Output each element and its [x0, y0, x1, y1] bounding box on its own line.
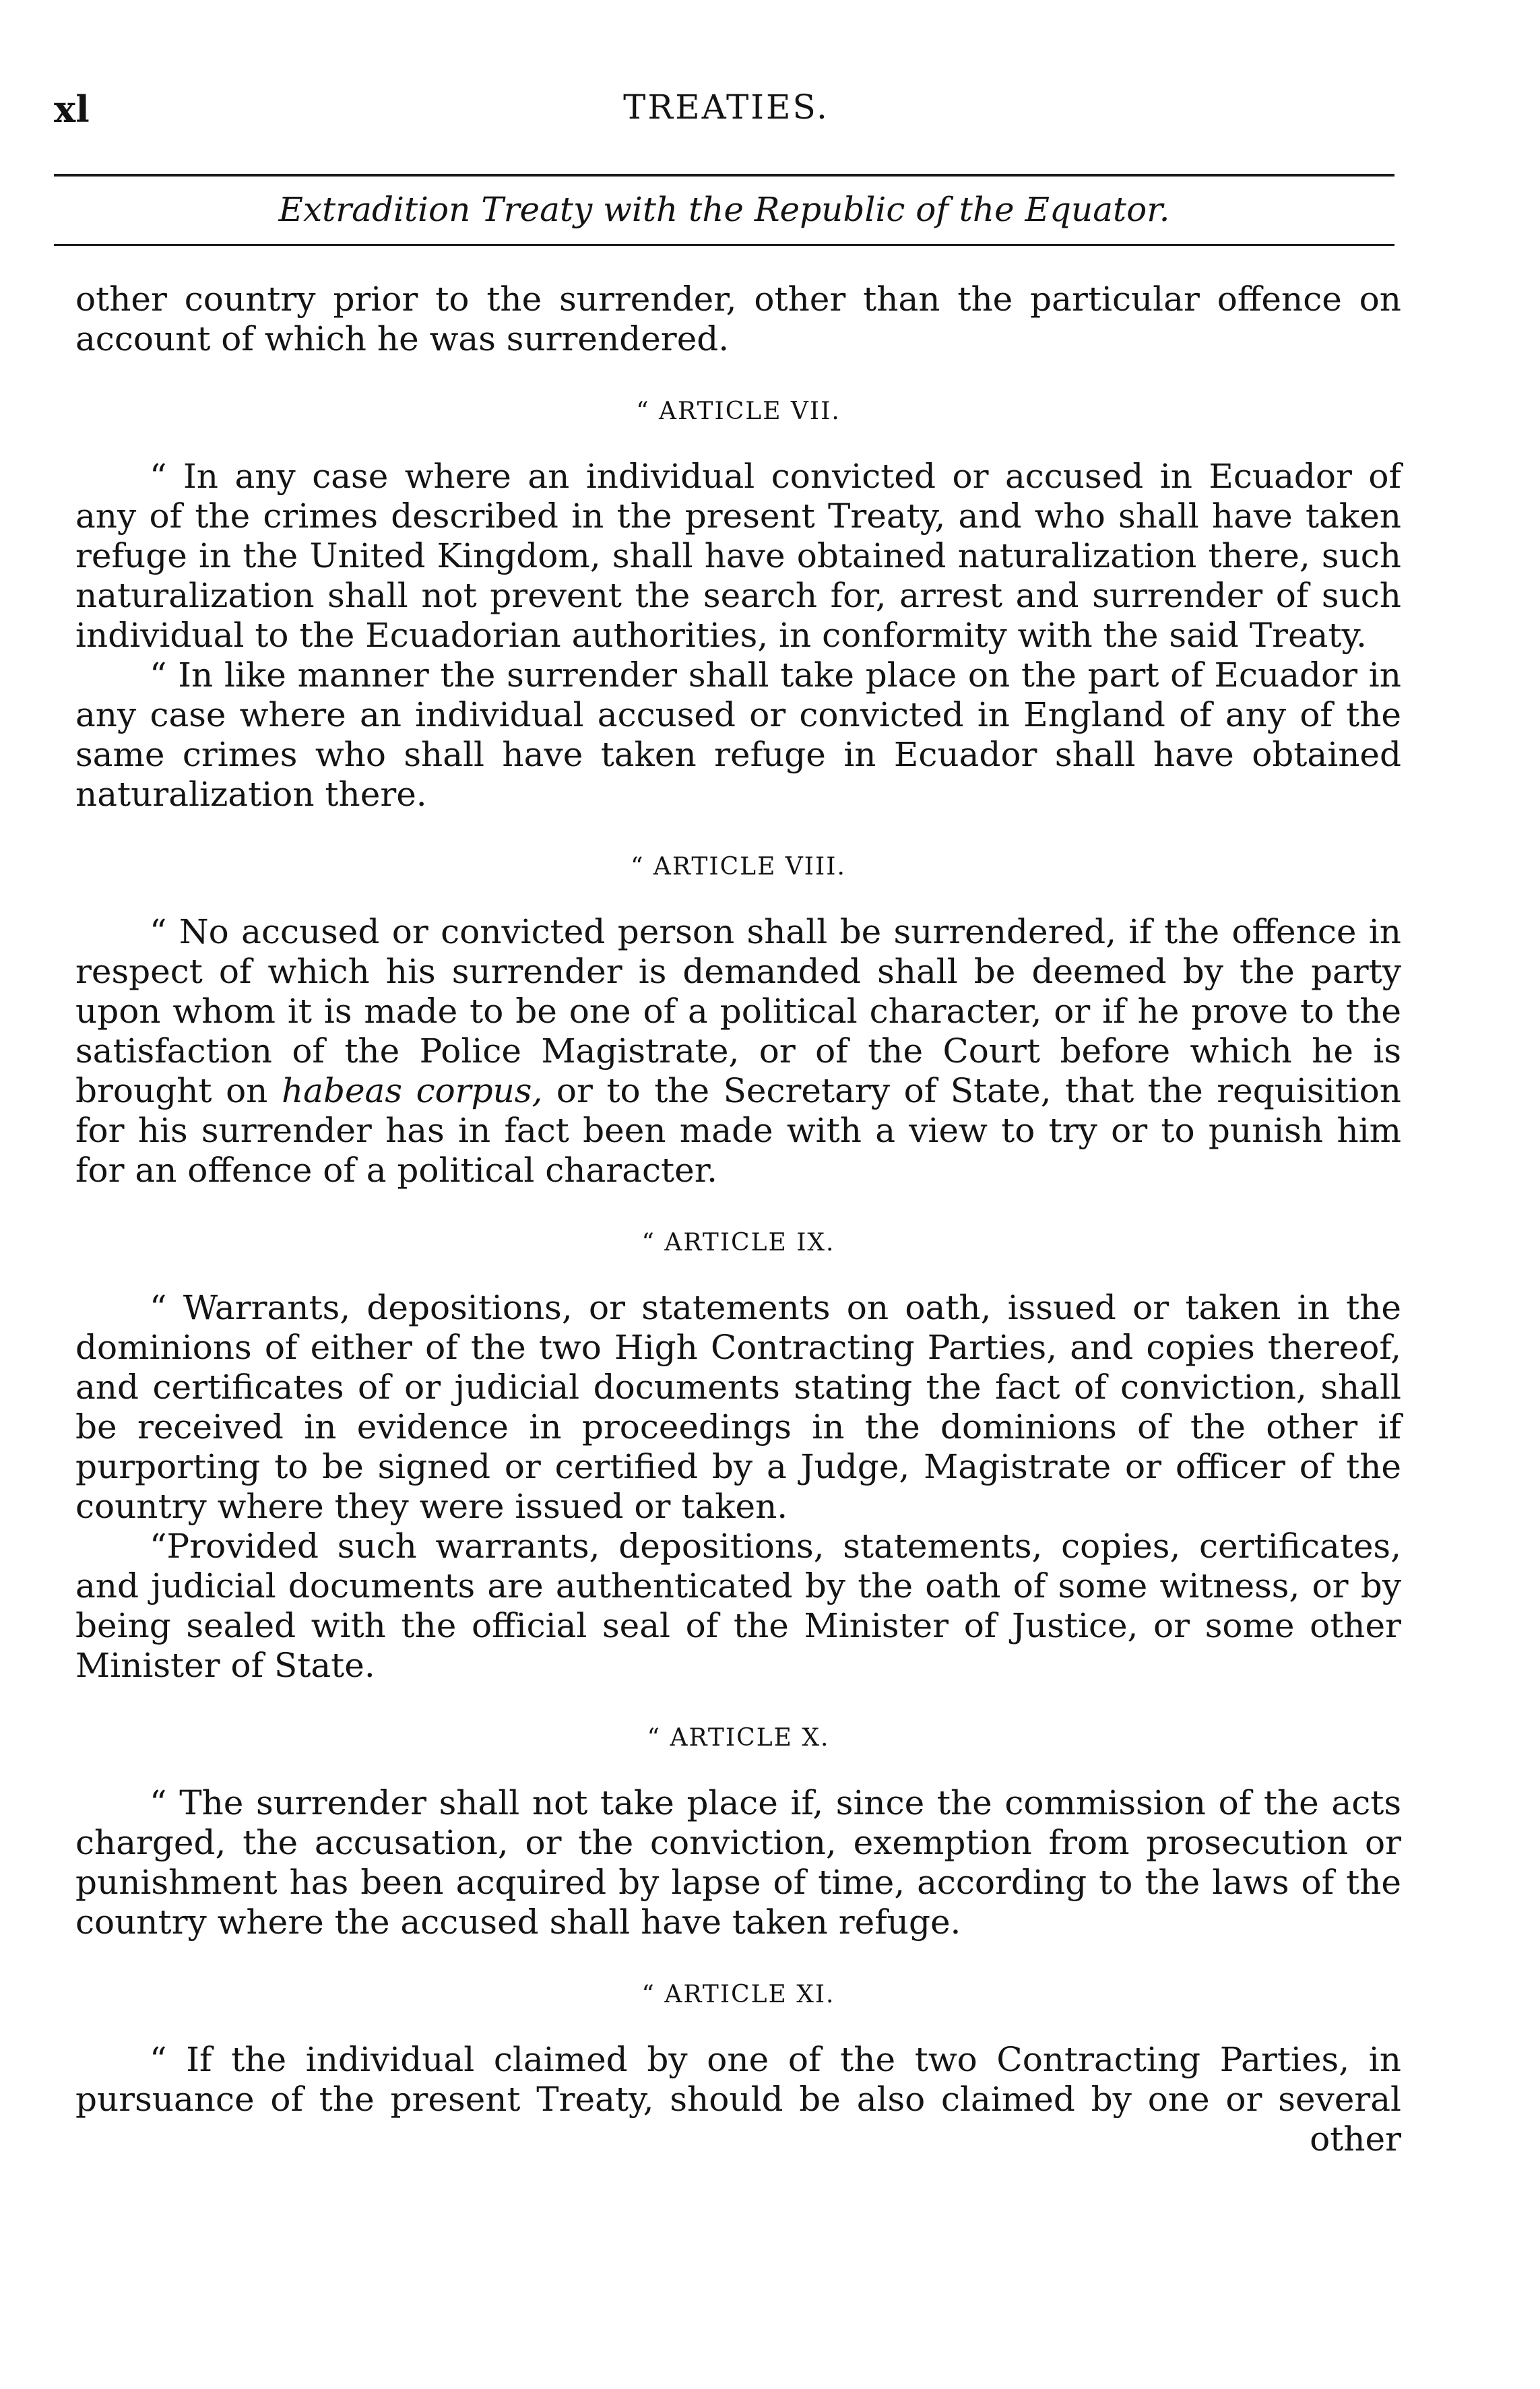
continuation-paragraph: other country prior to the surrender, other than the particular offence on account of which he was surrendered.	[75, 280, 1401, 358]
article-8-paragraph-1	[75, 912, 1401, 1190]
article-8-text-b: or to the Secretary of State, that the requisition for his surrender has in fact been made with a view to try or to punish him for an offence of a political character.	[75, 1071, 1401, 1190]
body-text	[75, 280, 1401, 2159]
article-8-latin-term: habeas corpus,	[281, 1071, 543, 1110]
header-rule-top	[54, 174, 1394, 177]
catchword: other	[1310, 2120, 1401, 2159]
page-header	[54, 88, 1399, 135]
header-rule-bottom	[54, 244, 1394, 246]
article-8-text-a: “ No accused or convicted person shall be surrendered, if the offence in respect of which his surrender is demanded shall be deemed by the party upon whom it is made to be one of a political character, or if he prove to the satisfaction of the Police Magistrate, or of the Court before which he is brought on	[75, 912, 1401, 1110]
article-11-paragraph-1: “ If the individual claimed by one of the two Contracting Parties, in pursuance of the present Treaty, should be also claimed by one or several	[75, 2040, 1401, 2119]
article-7-heading: “ ARTICLE VII.	[636, 397, 841, 425]
article-9-paragraph-2: “Provided such warrants, depositions, statements, copies, certificates, and judicial documents are authenticated by the oath of some witness, or by being sealed with the official seal of the Minister of Justice, or some other Minister of State.	[75, 1527, 1401, 1685]
article-9-paragraph-1: “ Warrants, depositions, or statements on oath, issued or taken in the dominions of either of the two High Contracting Parties, and copies thereof, and certificates of or judicial documents stating the fact of conviction, shall be received in evidence in proceedings in the dominions of the other if purporting to be signed or certified by a Judge, Magistrate or officer of the country where they were issued or taken.	[75, 1288, 1401, 1526]
article-7-paragraph-2: “ In like manner the surrender shall take place on the part of Ecuador in any case where an individual accused or convicted in England of any of the same crimes who shall have taken refuge in Ecuador shall have obtained naturalization there.	[75, 656, 1401, 814]
article-11-heading: “ ARTICLE XI.	[641, 1981, 835, 2008]
page-number: xl	[54, 88, 90, 131]
article-10-heading: “ ARTICLE X.	[647, 1724, 830, 1752]
running-title: TREATIES.	[623, 88, 829, 127]
article-10-paragraph-1: “ The surrender shall not take place if, since the commission of the acts charged, the accusation, or the conviction, exemption from prosecution or punishment has been acquired by lapse of time, according to the laws of the country where the accused shall have taken refuge.	[75, 1783, 1401, 1942]
article-9-heading: “ ARTICLE IX.	[641, 1229, 835, 1256]
section-subtitle: Extradition Treaty with the Republic of the Equator.	[278, 190, 1170, 229]
article-8-heading: “ ARTICLE VIII.	[631, 853, 846, 881]
article-7-paragraph-1: “ In any case where an individual convicted or accused in Ecuador of any of the crimes described in the present Treaty, and who shall have taken refuge in the United Kingdom, shall have obtained naturalization there, such naturalization shall not prevent the search for, arrest and surrender of such individual to the Ecuadorian authorities, in conformity with the said Treaty.	[75, 457, 1401, 655]
